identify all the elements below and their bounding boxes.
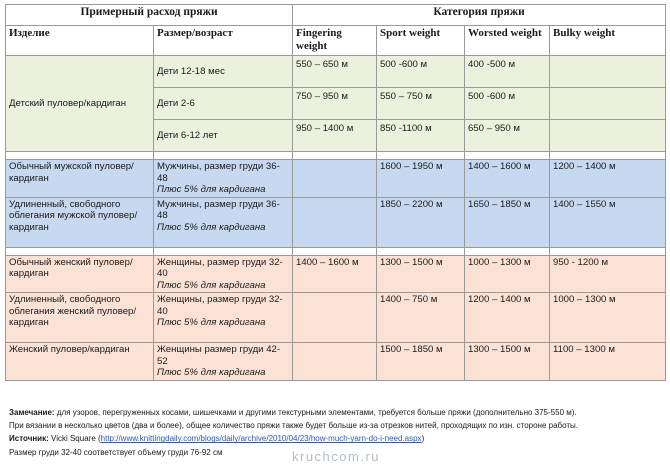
item-cell: Удлиненный, свободного облегания мужской пуловер/кардиган: [6, 197, 154, 247]
worsted-cell: 650 – 950 м: [465, 120, 550, 152]
cardigan-note: Плюс 5% для кардигана: [157, 317, 266, 328]
sport-cell: 850 -1100 м: [377, 120, 465, 152]
bulky-cell: [550, 88, 666, 120]
item-cell: Детский пуловер/кардиган: [6, 56, 154, 152]
bulky-cell: 950 - 1200 м: [550, 255, 666, 293]
cardigan-note: Плюс 5% для кардигана: [157, 367, 266, 378]
size-cell: [154, 160, 293, 198]
bulky-cell: 1400 – 1550 м: [550, 197, 666, 247]
fingering-cell: 550 – 650 м: [293, 56, 377, 88]
worsted-cell: 1400 – 1600 м: [465, 160, 550, 198]
left-title: Примерный расход пряжи: [6, 5, 293, 26]
col-header-fingering: Fingering weight: [293, 26, 377, 56]
header-row-columns: [6, 26, 666, 56]
size-line: Размер груди 32-40 соответствует объему груди 76-92 см: [9, 447, 223, 457]
col-header-worsted: Worsted weight: [465, 26, 550, 56]
bulky-cell: 1100 – 1300 м: [550, 343, 666, 381]
fingering-cell: [293, 160, 377, 198]
worsted-cell: 1300 – 1500 м: [465, 343, 550, 381]
sport-cell: 550 – 750 м: [377, 88, 465, 120]
col-header-sport: Sport weight: [377, 26, 465, 56]
bulky-cell: 1000 – 1300 м: [550, 293, 666, 343]
item-cell: Удлиненный, свободного облегания женский пуловер/кардиган: [6, 293, 154, 343]
sport-cell: 1850 – 2200 м: [377, 197, 465, 247]
cardigan-note: Плюс 5% для кардигана: [157, 279, 266, 291]
sport-cell: 1300 – 1500 м: [377, 255, 465, 293]
source-link[interactable]: http://www.knittingdaily.com/blogs/daily/archive/2010/04/23/how-much-yarn-do-i-need.aspx: [100, 434, 422, 444]
col-header-item: Изделие: [6, 26, 154, 56]
size-text: Мужчины, размер груди 36-48: [157, 161, 280, 184]
col-header-bulky: Bulky weight: [550, 26, 666, 56]
size-cell: Дети 12-18 мес: [154, 56, 293, 88]
worsted-cell: 1650 – 1850 м: [465, 197, 550, 247]
colors-line: При вязании в несколько цветов (два и более), общее количество пряжи также будет больше из-за отрезков нитей, проходящих по изн. стороне работы.: [9, 421, 579, 431]
source-label: Источник:: [9, 434, 49, 444]
bulky-cell: 1200 – 1400 м: [550, 160, 666, 198]
spacer-row: [6, 247, 666, 255]
size-text: Женщины, размер груди 32-40: [157, 294, 283, 317]
table-row: [6, 56, 666, 88]
fingering-cell: [293, 343, 377, 381]
fingering-cell: 950 – 1400 м: [293, 120, 377, 152]
item-cell: Женский пуловер/кардиган: [6, 343, 154, 381]
size-text: Женщины размер груди 42-52: [157, 344, 281, 367]
sport-cell: 1500 – 1850 м: [377, 343, 465, 381]
size-cell: [154, 197, 293, 247]
item-cell: Обычный мужской пуловер/кардиган: [6, 160, 154, 198]
note-line: [9, 406, 664, 419]
table-row: [6, 293, 666, 343]
size-cell: Дети 6-12 лет: [154, 120, 293, 152]
worsted-cell: 1000 – 1300 м: [465, 255, 550, 293]
worsted-cell: 400 -500 м: [465, 56, 550, 88]
source-line: [9, 432, 664, 445]
source-close: ): [421, 434, 425, 444]
sport-cell: 1600 – 1950 м: [377, 160, 465, 198]
fingering-cell: [293, 293, 377, 343]
fingering-cell: 750 – 950 м: [293, 88, 377, 120]
fingering-cell: [293, 197, 377, 247]
bulky-cell: [550, 120, 666, 152]
size-cell: [154, 255, 293, 293]
sport-cell: 1400 – 750 м: [377, 293, 465, 343]
col-header-size: Размер/возраст: [154, 26, 293, 56]
sport-cell: 500 -600 м: [377, 56, 465, 88]
size-text: Мужчины, размер груди 36-48: [157, 198, 280, 221]
header-row-top: [6, 5, 666, 26]
worsted-cell: 500 -600 м: [465, 88, 550, 120]
size-cell: [154, 343, 293, 381]
table-row: [6, 197, 666, 247]
right-title: Категория пряжи: [293, 5, 666, 26]
spacer-row: [6, 152, 666, 160]
watermark: kruchcom.ru: [292, 449, 381, 464]
table-row: [6, 160, 666, 198]
size-cell: [154, 293, 293, 343]
table-row: [6, 255, 666, 293]
item-cell: Обычный женский пуловер/кардиган: [6, 255, 154, 293]
worsted-cell: 1200 – 1400 м: [465, 293, 550, 343]
bulky-cell: [550, 56, 666, 88]
cardigan-note: Плюс 5% для кардигана: [157, 221, 266, 233]
source-author: Vicki Square (: [51, 434, 101, 444]
size-text: Женщины, размер груди 32-40: [157, 256, 283, 279]
note-label: Замечание:: [9, 408, 55, 417]
yarn-table: [5, 4, 666, 381]
size-cell: Дети 2-6: [154, 88, 293, 120]
table-row: [6, 343, 666, 381]
note-text: для узоров, перегруженных косами, шишечками и другими текстурными элементами, требуется больше пряжи (дополнительно 375-550 м).: [56, 408, 577, 417]
fingering-cell: 1400 – 1600 м: [293, 255, 377, 293]
cardigan-note: Плюс 5% для кардигана: [157, 184, 266, 195]
